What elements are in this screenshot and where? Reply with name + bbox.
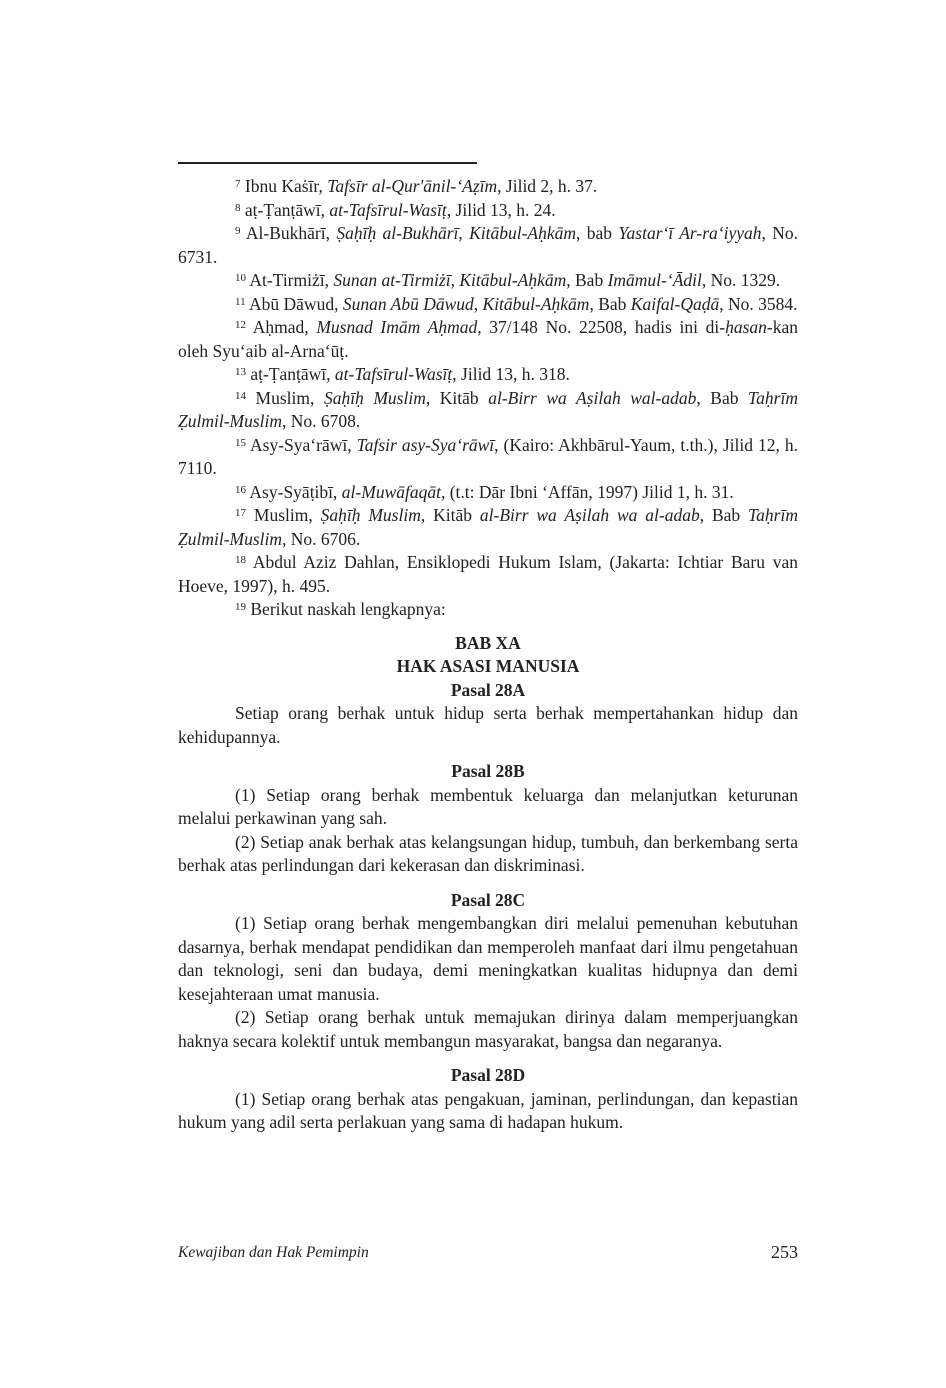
footnote-italic-text: Taḥrīm Ẓulmil-Muslim [178,505,798,549]
footnote [178,269,798,293]
footnote-text: , [473,293,483,314]
footnote-text: aṭ-Ṭanṭāwī, [244,199,330,220]
footnote-italic-text: at-Tafsīrul-Wasīṭ [334,364,453,384]
footnote-text: , Jilid 2, h. 37. [497,176,598,196]
footnote-text: Muslim, [255,387,324,408]
chapter-label: BAB XA [455,632,521,653]
footnote-number: 15 [235,436,246,449]
footnote-text: , Bab [589,293,631,314]
page-number: 253 [771,1242,798,1262]
footnote-italic-text: Kitābul-Aḥkām [459,270,567,290]
footnote-text: , Jilid 13, h. 24. [446,199,556,220]
footnote-text: , (Kairo: Akhbārul-Yaum, t.th.), Jilid 12, h. 7110. [178,434,798,478]
footnote-italic-text: Tafsīr al-Qur'ānil-‘Aẓīm [327,176,498,196]
footnote-italic-text: at-Tafsīrul-Wasīṭ [329,199,447,220]
footnote-text: , Bab [696,387,749,408]
footnote [178,504,798,551]
footnote [178,316,798,363]
footnote-text: Asy-Sya‘rāwī, [250,434,357,455]
footnote-number: 10 [235,272,246,284]
footnote-number: 16 [235,483,246,496]
footnote-number: 14 [235,389,246,402]
running-title: Kewajiban dan Hak Pemimpin [178,1244,369,1261]
footnote [178,363,798,387]
footnote-text: , [450,270,460,290]
footnote [178,293,798,317]
footnote-text: (t.t: Dār Ibni ‘Affān, 1997) Jilid 1, h. 31. [445,481,734,502]
footnote-text: , Kitāb [425,387,489,408]
footnote-text: Al-Bukhārī, [245,223,337,243]
footnote-italic-text: Musnad Imām Aḥmad [316,317,478,337]
footnote-italic-text: Kitābul-Aḥkām [482,293,590,314]
footnote-text: Abdul Aziz Dahlan, Ensiklopedi Hukum Islam, (Jakarta: Ichtiar Baru van Hoeve, 1997), h. 495. [178,552,798,596]
pasal-28c-clause-1: (1) Setiap orang berhak mengembangkan diri melalui pemenuhan kebutuhan dasarnya, berhak mendapat pendidikan dan memperoleh manfaat dari ilmu pengetahuan dan teknologi, seni dan budaya, demi meningkatkan kualitas hidupnya dan demi kesejahteraan umat manusia. [178,913,798,1004]
footnote-italic-text: Imāmul-‘Ādil [607,270,702,290]
footnote-text: Berikut naskah lengkapnya: [250,599,446,619]
footnote-text: Asy-Syāṭibī, [249,481,342,502]
footnote-text: , No. 1329. [701,270,781,290]
footnote-number: 11 [235,295,246,308]
footnote-italic-text: Sunan at-Tirmiżī [333,270,451,290]
footnote-text: Muslim, [253,505,321,525]
pasal-28d-heading: Pasal 28D [450,1065,526,1085]
footnote-italic-text: Ṣaḥīḥ Muslim [320,505,421,525]
footnote-text: Aḥmad, [252,317,317,337]
footnote-italic-text: Ṣaḥīḥ al-Bukhārī, Kitābul-Aḥkām [336,223,577,243]
footnote-text: , Kitāb [420,505,480,525]
footnote-text: Ibnu Kaṡīr, [244,176,328,196]
pasal-28d-clause-1: (1) Setiap orang berhak atas pengakuan, jaminan, perlindungan, dan kepastian hukum yang adil serta perlakuan yang sama di hadapan hukum. [178,1088,798,1132]
footnote-italic-text: Ṣaḥīḥ Muslim [323,387,426,408]
footnote-text: Abū Dāwud, [249,293,343,314]
footnote-number: 13 [235,366,246,378]
pasal-28b-clause-1: (1) Setiap orang berhak membentuk keluarga dan melanjutkan keturunan melalui perkawinan yang sah. [178,784,798,828]
pasal-28a-heading: Pasal 28A [450,679,526,700]
footnote [178,387,798,434]
footnote-number: 9 [235,225,241,237]
footnote-separator [178,162,477,164]
pasal-28b-heading: Pasal 28B [451,761,525,781]
footnote-italic-text: Taḥrīm Ẓulmil-Muslim [178,387,798,431]
footnote-italic-text: ḥasan [725,317,767,337]
footnote-text: , No. 3584. [719,293,798,314]
pasal-28a-text: Setiap orang berhak untuk hidup serta berhak mempertahankan hidup dan kehidupannya. [178,703,798,747]
footnote-number: 17 [235,507,246,519]
footnote [178,434,798,481]
footnote-italic-text: al-Birr wa Aṣilah wal-adab [488,387,697,408]
footnote-italic-text: al-Muwāfaqāt, [341,481,446,502]
footnote-italic-text: Sunan Abū Dāwud [342,293,474,314]
footnote-text: , bab [576,223,619,243]
footnote-text: , No. 6731. [178,223,798,267]
footnote [178,598,798,622]
footnote [178,551,798,598]
footnote-text: aṭ-Ṭanṭāwī, [250,364,335,384]
pasal-28c-heading: Pasal 28C [450,889,526,910]
footnote-text: , No. 6708. [282,411,361,431]
footnote-text: -kan oleh Syu‘aib al-Arna‘ūṭ. [178,317,798,361]
page-body [178,175,798,1135]
footnote-italic-text: Yastar‘ī Ar-ra‘iyyah [618,223,762,243]
footnote-number: 19 [235,601,246,613]
footnote-number: 12 [235,319,246,331]
footnote-number: 8 [235,201,241,214]
footnote-number: 7 [235,178,241,190]
footnote-italic-text: Tafsir asy-Sya‘rāwī [356,434,495,455]
footnote-text: , 37/148 No. 22508, hadis ini di- [477,317,726,337]
footnote-italic-text: Kaifal-Qaḍā [630,293,720,314]
footnote [178,222,798,269]
footnote [178,481,798,505]
chapter-title: HAK ASASI MANUSIA [396,656,580,676]
footnote-text: , Bab [566,270,608,290]
pasal-28c-clause-2: (2) Setiap orang berhak untuk memajukan dirinya dalam memperjuangkan haknya secara kolektif untuk membangun masyarakat, bangsa dan negaranya. [178,1007,798,1051]
footnote [178,199,798,223]
footnote-list [178,175,798,622]
pasal-28b-clause-2: (2) Setiap anak berhak atas kelangsungan hidup, tumbuh, dan berkembang serta berhak atas perlindungan dari kekerasan dan diskriminasi. [178,831,798,875]
footnote-text: , Jilid 13, h. 318. [452,364,570,384]
footnote-text: At-Tirmiżī, [249,270,334,290]
footnote-italic-text: al-Birr wa Aṣilah wa al-adab [479,505,700,525]
footnote-number: 18 [235,554,246,566]
footnote-text: , No. 6706. [282,528,361,549]
footnote-text: , Bab [699,505,749,525]
footnote [178,175,798,199]
